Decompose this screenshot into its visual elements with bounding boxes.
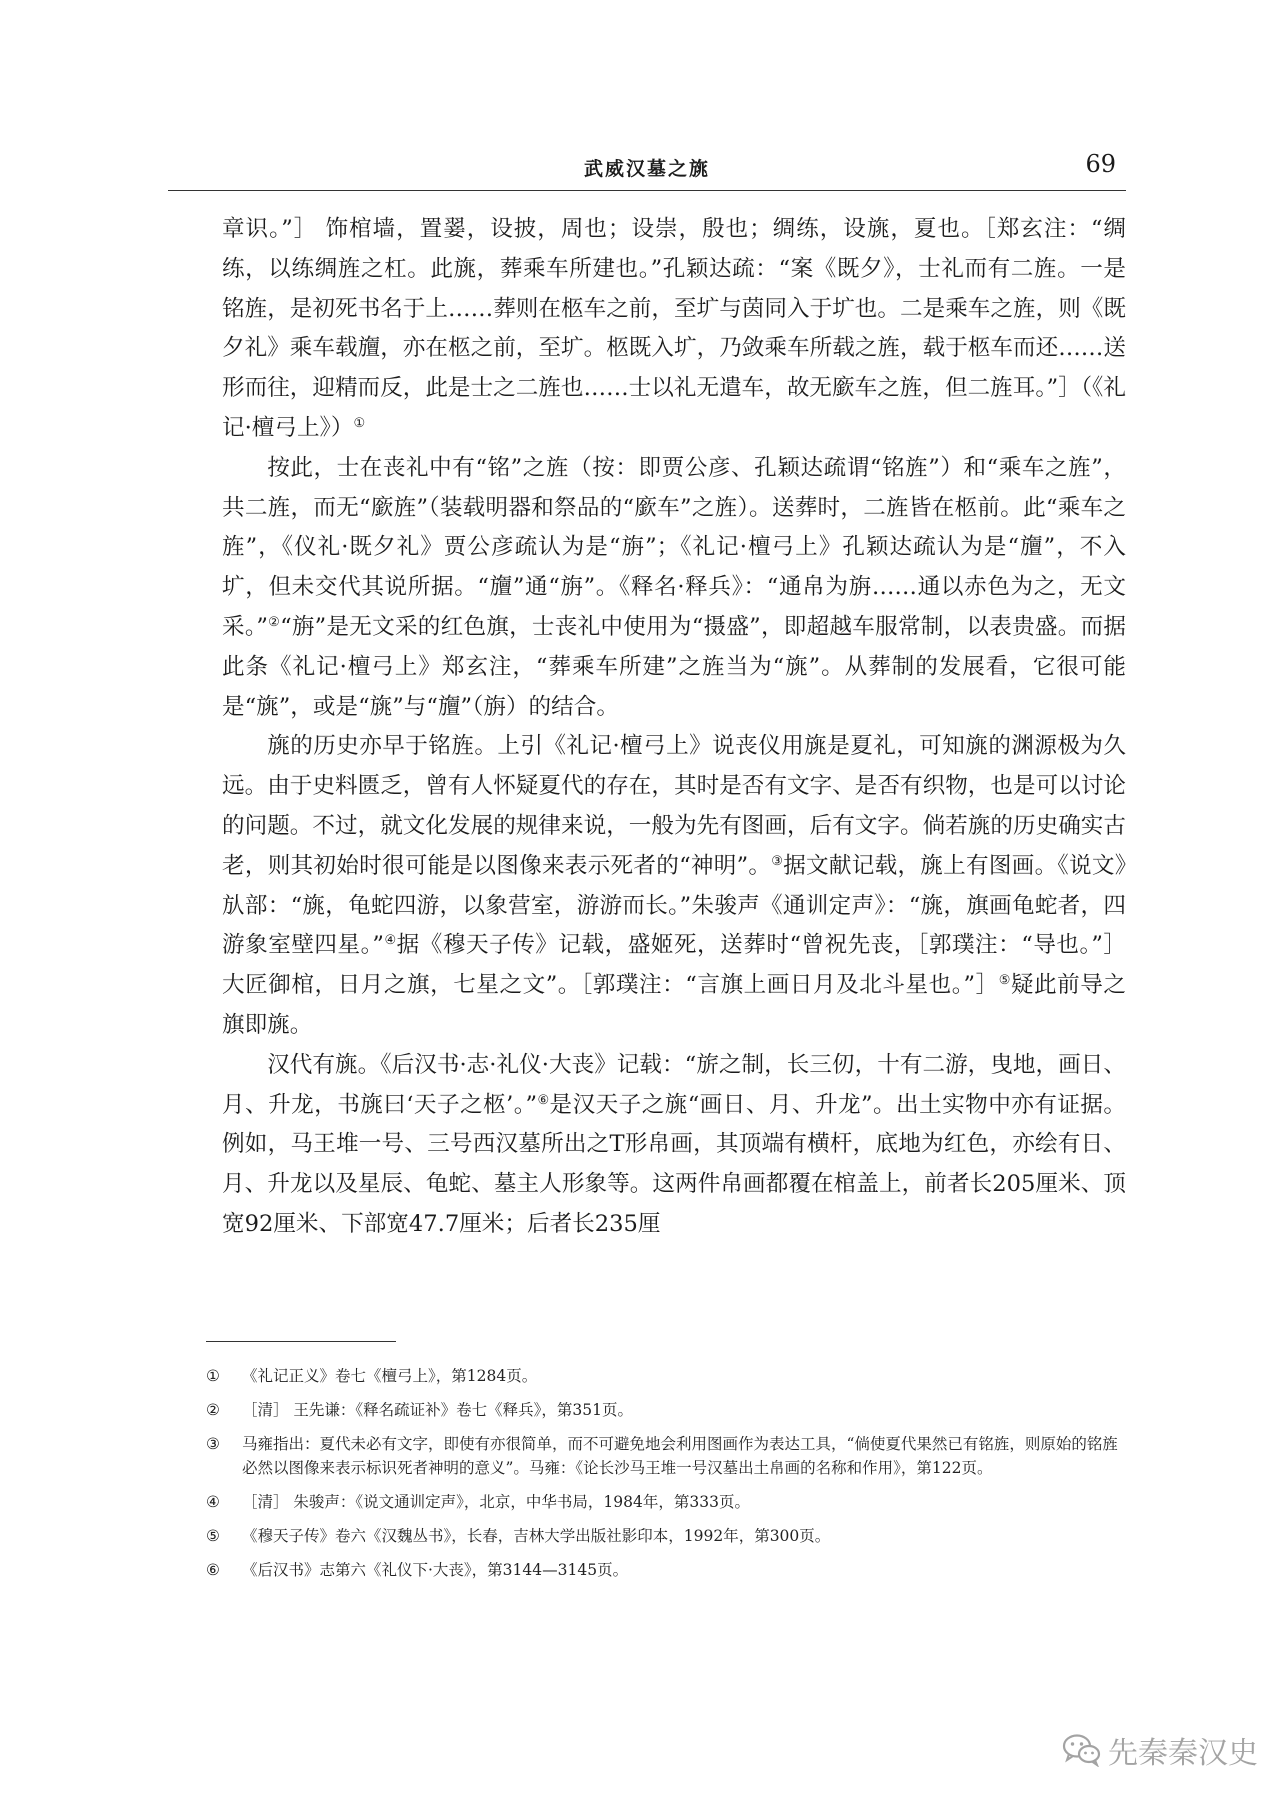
footnote-text: 马雍指出：夏代未必有文字，即使有亦很简单，而不可避免地会利用图画作为表达工具，“倘使夏代果然已有铭旌，则原始的铭旌必然以图像来表示标识死者神明的意义”。马雍：《论长沙马王堆一号汉墓出土帛画的名称和作用》，第122页。 [242, 1435, 1118, 1477]
footnote-reference: ① [353, 415, 366, 431]
footnotes [206, 1364, 1126, 1592]
watermark-text: 先秦秦汉史 [1108, 1736, 1258, 1771]
footnote-text: 《穆天子传》卷六《汉魏丛书》，长春，吉林大学出版社影印本，1992年，第300页。 [242, 1527, 831, 1545]
footnote-mark: ④ [206, 1493, 220, 1511]
footnote [206, 1398, 1126, 1422]
page-header [168, 148, 1126, 191]
paragraph-text: 据文献记载，旐上有图画。《说文》㫃部：“旐，龟蛇四游，以象营室，游游而长。”朱骏声《通训定声》：“旐，旗画龟蛇者，四游象室壁四星。” [222, 852, 1126, 959]
footnote-reference: ④ [383, 933, 397, 949]
footnote-text: ［清］ 王先谦：《释名疏证补》卷七《释兵》，第351页。 [242, 1401, 634, 1419]
footnote [206, 1364, 1126, 1388]
paragraph-text: 按此，士在丧礼中有“铭”之旌（按：即贾公彦、孔颖达疏谓“铭旌”）和“乘车之旌”，共二旌，而无“廞旌”（装载明器和祭品的“廞车”之旌）。送葬时，二旌皆在柩前。此“乘车之旌”，《仪礼·既夕礼》贾公彦疏认为是“旃”；《礼记·檀弓上》孔颖达疏认为是“旜”，不入圹，但未交代其说所据。“旜”通“旃”。《释名·释兵》：“通帛为旃……通以赤色为之，无文采。” [222, 454, 1126, 640]
footnote-mark: ⑥ [206, 1561, 220, 1579]
footnote [206, 1432, 1126, 1480]
footnote [206, 1558, 1126, 1582]
running-title: 武威汉墓之旐 [583, 158, 710, 180]
watermark [1062, 1730, 1258, 1770]
paragraph-text: 汉代有旐。《后汉书·志·礼仪·大丧》记载：“旂之制，长三仞，十有二游，曳地，画日、月、升龙，书旐曰‘天子之柩’。” [222, 1051, 1126, 1118]
paragraph [222, 210, 1126, 449]
footnote-mark: ③ [206, 1435, 220, 1453]
footnote-reference: ② [267, 614, 281, 630]
paragraph [222, 449, 1126, 728]
paragraph-text: 章识。”］ 饰棺墙，置翣，设披，周也；设崇，殷也；绸练，设旐，夏也。［郑玄注：“绸练，以练绸旌之杠。此旐，葬乘车所建也。”孔颖达疏：“案《既夕》，士礼而有二旌。一是铭旌，是初死书名于上……葬则在柩车之前，至圹与茵同入于圹也。二是乘车之旌，则《既夕礼》乘车载旜，亦在柩之前，至圹。柩既入圹，乃敛乘车所载之旌，载于柩车而还……送形而往，迎精而反，此是士之二旌也……士以礼无遣车，故无廞车之旌，但二旌耳。”］（《礼记·檀弓上》） [222, 216, 1126, 441]
paragraph [222, 1046, 1126, 1245]
page-number: 69 [1085, 150, 1116, 178]
footnote-mark: ① [206, 1367, 220, 1385]
footnote [206, 1524, 1126, 1548]
footnote [206, 1490, 1126, 1514]
footnote-mark: ⑤ [206, 1527, 220, 1545]
footnote-text: ［清］ 朱骏声：《说文通训定声》，北京，中华书局，1984年，第333页。 [242, 1493, 750, 1511]
paragraph-text: “旃”是无文采的红色旗，士丧礼中使用为“摄盛”，即超越车服常制，以表贵盛。而据此条《礼记·檀弓上》郑玄注，“葬乘车所建”之旌当为“旐”。从葬制的发展看，它很可能是“旐”，或是“旐”与“旜”（旃）的结合。 [222, 613, 1127, 720]
paragraph-text: 疑此前导之旗即旐。 [222, 972, 1126, 1038]
footnote-reference: ③ [771, 853, 784, 869]
paragraph-text: 是汉天子之旐“画日、月、升龙”。出土实物中亦有证据。例如，马王堆一号、三号西汉墓所出之T形帛画，其顶端有横杆，底地为红色，亦绘有日、月、升龙以及星辰、龟蛇、墓主人形象等。这两件帛画都覆在棺盖上，前者长205厘米、顶宽92厘米、下部宽47.7厘米；后者长235厘 [222, 1091, 1126, 1237]
footnote-divider [206, 1341, 396, 1342]
footnote-mark: ② [206, 1401, 220, 1419]
paragraph [222, 727, 1126, 1045]
footnote-text: 《后汉书》志第六《礼仪下·大丧》，第3144—3145页。 [242, 1561, 629, 1579]
footnote-reference: ⑥ [537, 1092, 550, 1108]
footnote-text: 《礼记正义》卷七《檀弓上》，第1284页。 [242, 1367, 538, 1385]
paragraph-text: 旐的历史亦早于铭旌。上引《礼记·檀弓上》说丧仪用旐是夏礼，可知旐的渊源极为久远。由于史料匮乏，曾有人怀疑夏代的存在，其时是否有文字、是否有织物，也是可以讨论的问题。不过，就文化发展的规律来说，一般为先有图画，后有文字。倘若旐的历史确实古老，则其初始时很可能是以图像来表示死者的“神明”。 [222, 733, 1126, 879]
paragraph-text: 据《穆天子传》记载，盛姬死，送葬时“曾祝先丧，［郭璞注：“导也。”］大匠御棺，日月之旗，七星之文”。［郭璞注：“言旗上画日月及北斗星也。”］ [222, 932, 1126, 999]
footnote-reference: ⑤ [998, 973, 1011, 989]
body-text [222, 210, 1126, 1245]
wechat-icon [1062, 1733, 1102, 1767]
